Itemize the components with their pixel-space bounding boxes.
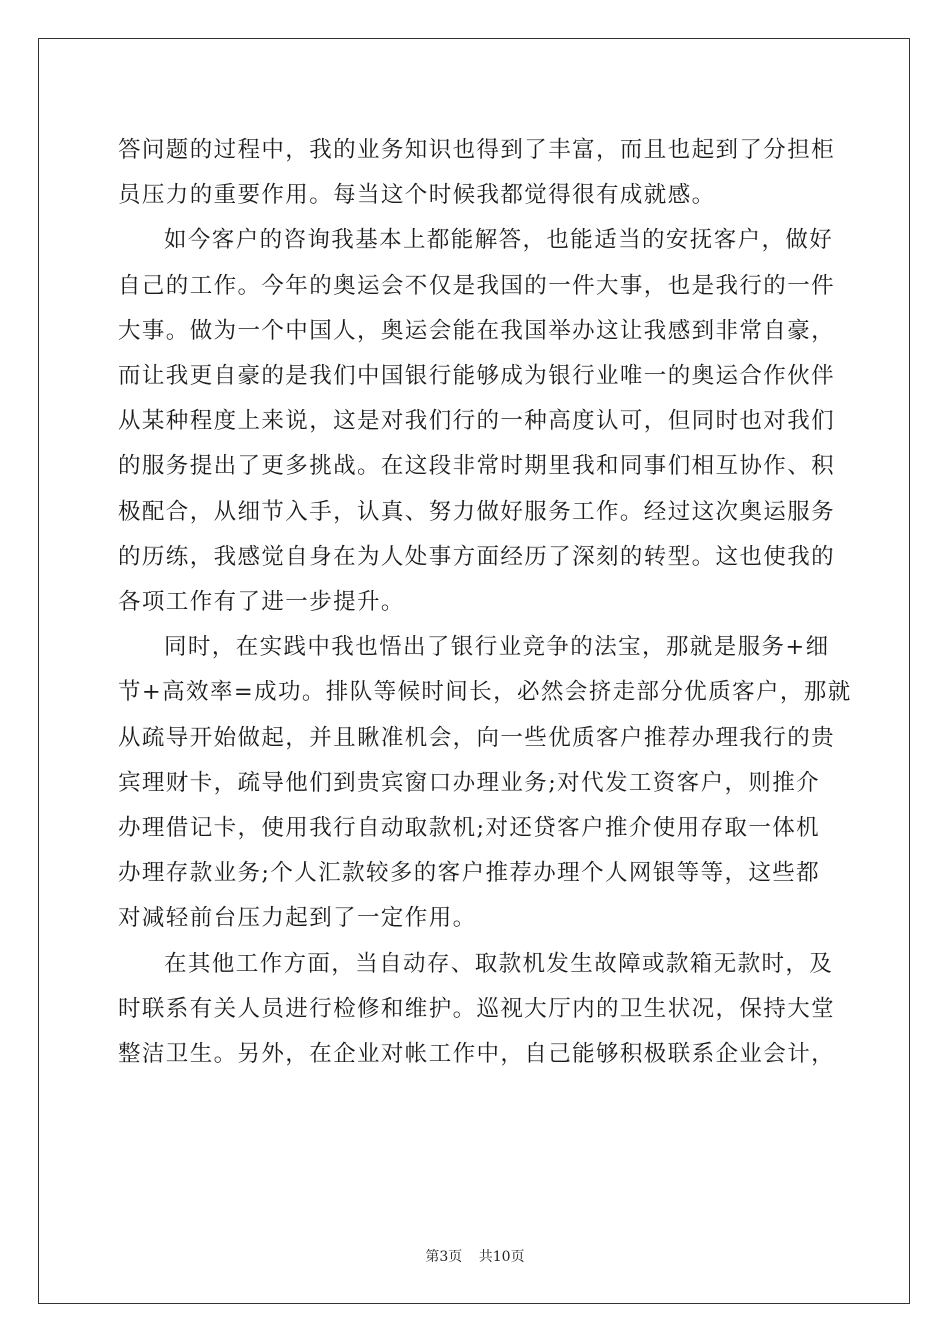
current-page-label: 第3页 <box>425 1249 463 1265</box>
text-line: 对减轻前台压力起到了一定作用。 <box>118 905 477 932</box>
text-line: 而让我更自豪的是我们中国银行能够成为银行业唯一的奥运合作伙伴 <box>118 363 836 390</box>
text-line: 自己的工作。今年的奥运会不仅是我国的一件大事，也是我行的一件 <box>118 272 836 299</box>
text-line: 同时，在实践中我也悟出了银行业竞争的法宝，那就是服务+细 <box>164 634 830 661</box>
text-line: 答问题的过程中，我的业务知识也得到了丰富，而且也起到了分担柜 <box>118 137 836 163</box>
text-line: 从某种程度上来说，这是对我们行的一种高度认可，但同时也对我们 <box>118 408 836 435</box>
paragraph <box>118 128 836 218</box>
text-line: 员压力的重要作用。每当这个时候我都觉得很有成就感。 <box>118 182 716 209</box>
paragraph <box>118 625 852 941</box>
paragraph <box>118 218 836 625</box>
page-footer <box>0 1246 950 1266</box>
text-line: 办理存款业务;个人汇款较多的客户推荐办理个人网银等等，这些都 <box>118 860 821 887</box>
text-line: 极配合，从细节入手，认真、努力做好服务工作。经过这次奥运服务 <box>118 498 836 525</box>
text-line: 办理借记卡，使用我行自动取款机;对还贷客户推介使用存取一体机 <box>118 815 821 842</box>
total-pages-label: 共10页 <box>478 1249 525 1265</box>
text-line: 的历练，我感觉自身在为人处事方面经历了深刻的转型。这也使我的 <box>118 543 836 570</box>
paragraph <box>118 942 836 1078</box>
text-line: 整洁卫生。另外，在企业对帐工作中，自己能够积极联系企业会计， <box>118 1041 836 1068</box>
text-line: 节+高效率=成功。排队等候时间长，必然会挤走部分优质客户，那就 <box>118 679 852 706</box>
text-line: 宾理财卡，疏导他们到贵宾窗口办理业务;对代发工资客户，则推介 <box>118 769 821 796</box>
text-line: 时联系有关人员进行检修和维护。巡视大厅内的卫生状况，保持大堂 <box>118 995 836 1022</box>
text-line: 各项工作有了进一步提升。 <box>118 589 405 616</box>
text-line: 如今客户的咨询我基本上都能解答，也能适当的安抚客户，做好 <box>164 227 834 254</box>
text-line: 的服务提出了更多挑战。在这段非常时期里我和同事们相互协作、积 <box>118 453 836 480</box>
text-line: 大事。做为一个中国人，奥运会能在我国举办这让我感到非常自豪， <box>118 317 836 344</box>
text-line: 从疏导开始做起，并且瞅准机会，向一些优质客户推荐办理我行的贵 <box>118 724 836 751</box>
text-line: 在其他工作方面，当自动存、取款机发生故障或款箱无款时，及 <box>164 950 834 977</box>
document-body <box>118 128 852 1077</box>
